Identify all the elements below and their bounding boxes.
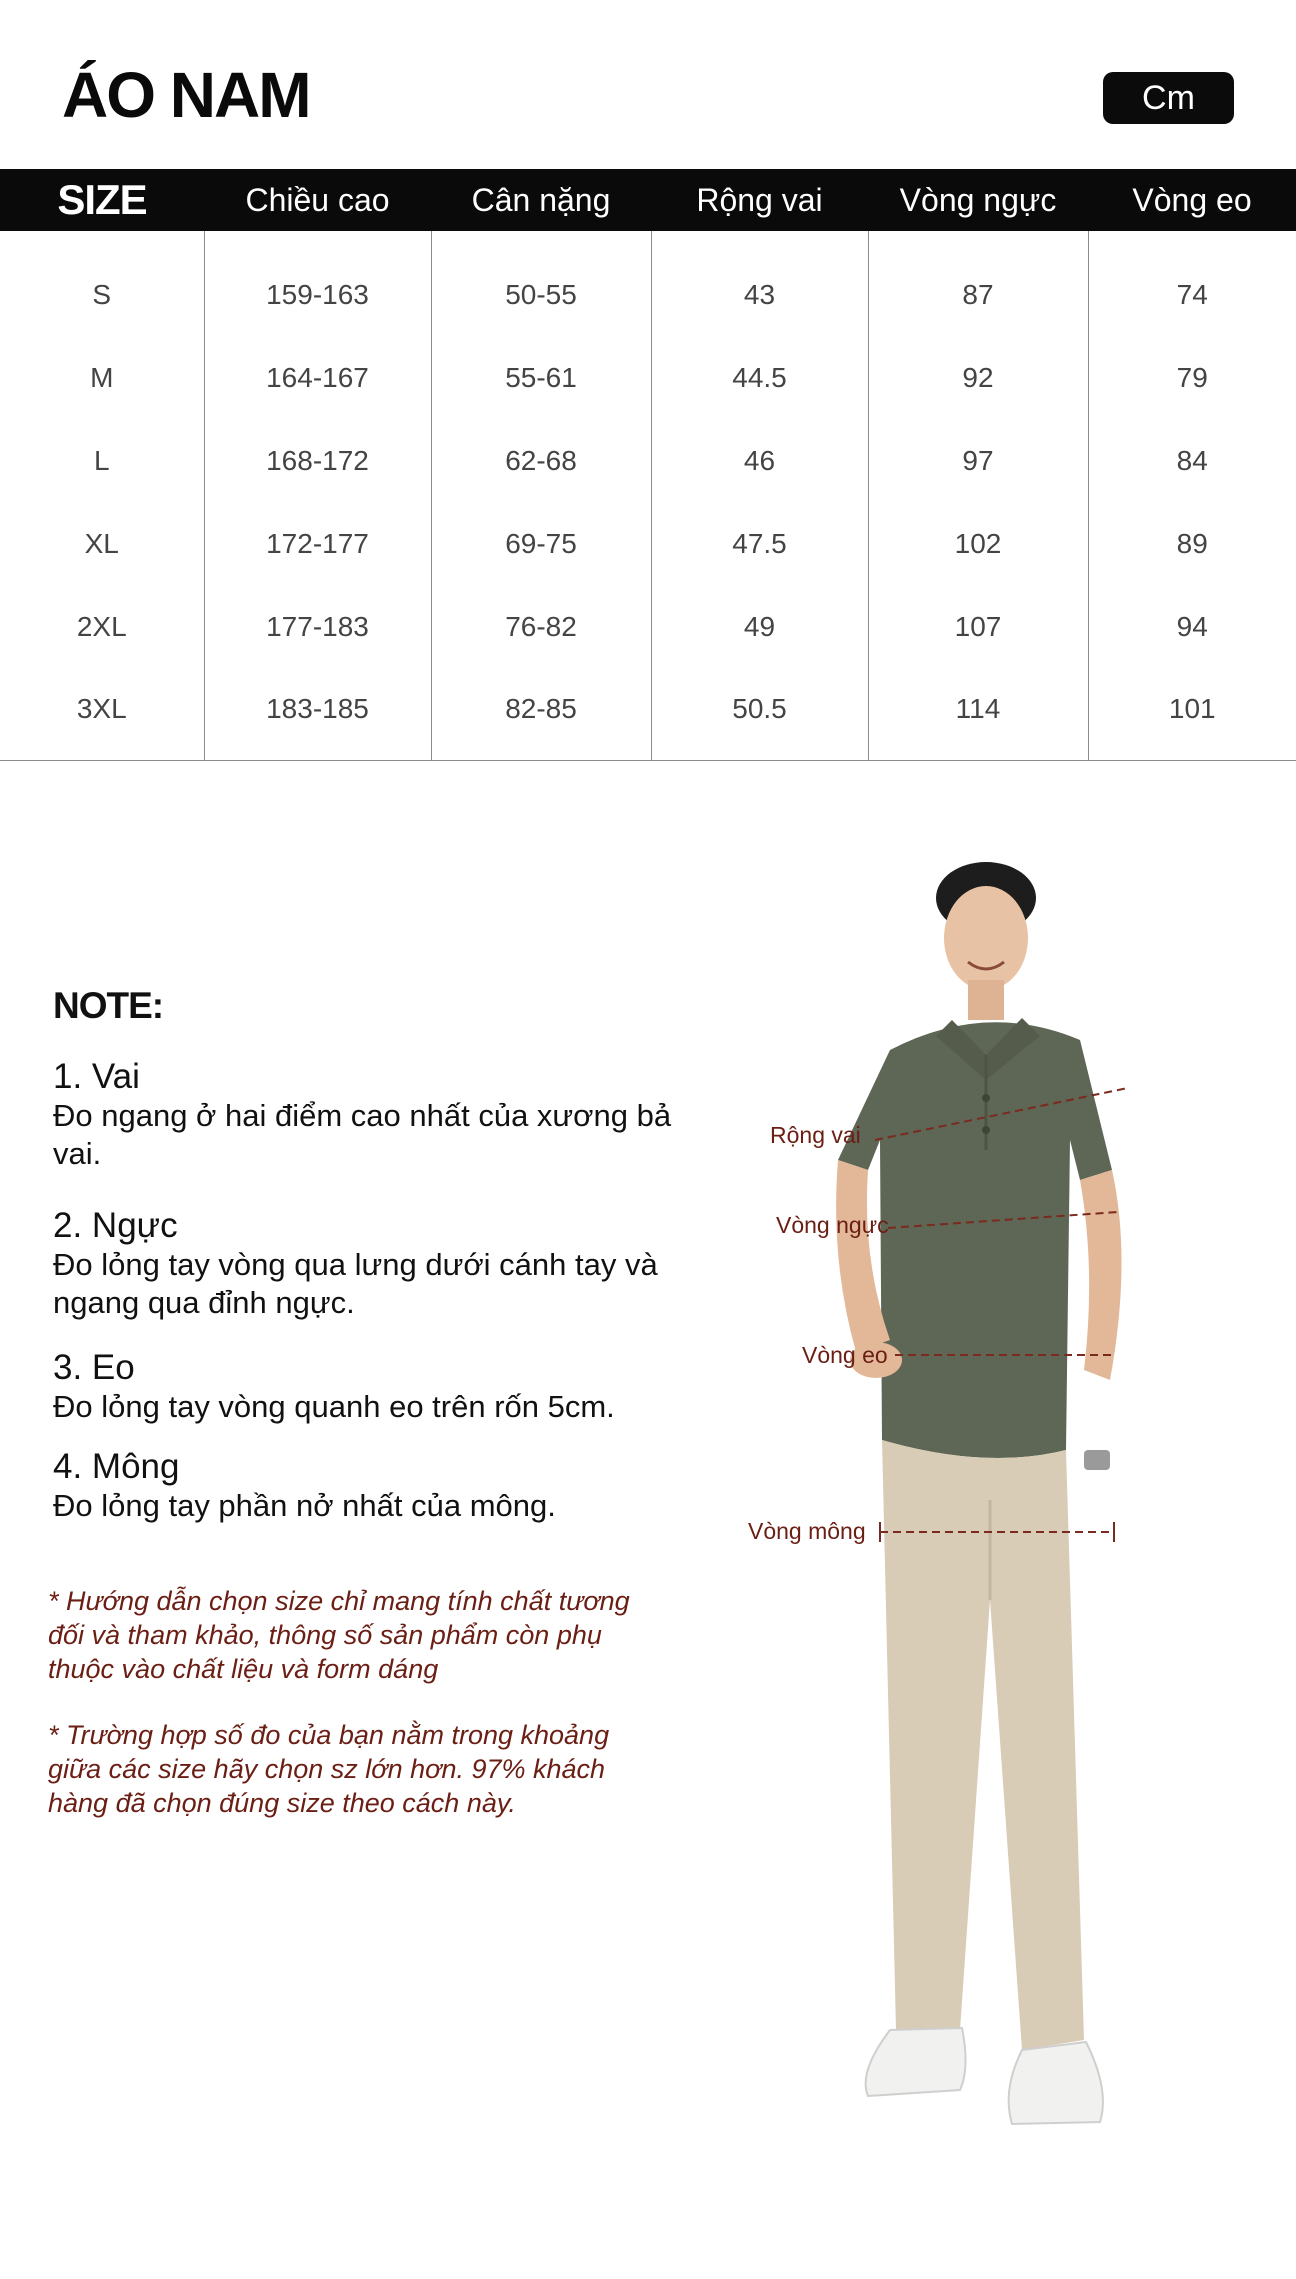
- shoulder-measure-label: Rộng vai: [770, 1122, 861, 1148]
- table-cell: 55-61: [431, 336, 651, 419]
- chest-measure-label: Vòng ngực: [776, 1212, 889, 1238]
- table-row: [0, 668, 1296, 760]
- table-cell: 87: [868, 231, 1088, 336]
- note-text: Đo ngang ở hai điểm cao nhất của xương bả vai.: [53, 1098, 672, 1171]
- table-row: [0, 231, 1296, 336]
- table-row: [0, 419, 1296, 502]
- table-cell: 164-167: [204, 336, 431, 419]
- table-row: [0, 336, 1296, 419]
- table-cell: 101: [1088, 668, 1296, 760]
- table-cell: 92: [868, 336, 1088, 419]
- table-cell: 74: [1088, 231, 1296, 336]
- hip-measure-label: Vòng mông: [748, 1518, 866, 1544]
- table-cell: 102: [868, 502, 1088, 585]
- table-cell: 2XL: [76, 610, 127, 642]
- table-cell: 62-68: [431, 419, 651, 502]
- table-cell: 94: [1088, 585, 1296, 668]
- table-cell: 43: [651, 231, 868, 336]
- table-cell: 168-172: [204, 419, 431, 502]
- table-cell: 107: [868, 585, 1088, 668]
- table-row: [0, 585, 1296, 668]
- table-cell: M: [90, 361, 114, 393]
- table-cell: 47.5: [651, 502, 868, 585]
- table-cell: 84: [1088, 419, 1296, 502]
- waist-measure-label: Vòng eo: [802, 1342, 888, 1368]
- table-row: [0, 502, 1296, 585]
- table-cell: 49: [651, 585, 868, 668]
- table-cell: 76-82: [431, 585, 651, 668]
- table-cell: XL: [84, 527, 119, 559]
- table-cell: 69-75: [431, 502, 651, 585]
- note-heading: 3. Eo: [53, 1348, 135, 1387]
- disclaimer-note: * Trường hợp số đo của bạn nằm trong khoảng giữa các size hãy chọn sz lớn hơn. 97% khách hàng đã chọn đúng size theo cách này.: [48, 1720, 610, 1818]
- model-figure: [740, 840, 1260, 2200]
- note-text: Đo lỏng tay vòng quanh eo trên rốn 5cm.: [53, 1389, 615, 1424]
- table-cell: 172-177: [204, 502, 431, 585]
- table-cell: 159-163: [204, 231, 431, 336]
- note-heading: 2. Ngực: [53, 1206, 178, 1245]
- note-text: Đo lỏng tay vòng qua lưng dưới cánh tay và ngang qua đỉnh ngực.: [53, 1247, 658, 1320]
- column-header: Cân nặng: [471, 181, 611, 218]
- table-cell: 97: [868, 419, 1088, 502]
- note-heading: 1. Vai: [53, 1057, 140, 1096]
- column-header: Vòng ngực: [899, 181, 1057, 218]
- table-cell: 82-85: [431, 668, 651, 760]
- column-header: SIZE: [57, 176, 147, 223]
- disclaimer-note: * Hướng dẫn chọn size chỉ mang tính chất tương đối và tham khảo, thông số sản phẩm còn phụ thuộc vào chất liệu và form dáng: [48, 1586, 630, 1684]
- column-header: Chiều cao: [245, 181, 390, 218]
- page-title: ÁO NAM: [62, 59, 310, 131]
- table-cell: 89: [1088, 502, 1296, 585]
- table-cell: 183-185: [204, 668, 431, 760]
- table-cell: 3XL: [76, 692, 127, 724]
- table-cell: 177-183: [204, 585, 431, 668]
- table-cell: 50.5: [651, 668, 868, 760]
- note-item-hip: [53, 1447, 693, 1525]
- note-text: Đo lỏng tay phần nở nhất của mông.: [53, 1488, 556, 1523]
- table-cell: L: [93, 444, 110, 476]
- column-header: Vòng eo: [1132, 181, 1252, 218]
- unit-badge[interactable]: Cm: [1103, 72, 1234, 124]
- table-cell: 44.5: [651, 336, 868, 419]
- note-title: NOTE:: [53, 985, 164, 1026]
- size-table: [0, 169, 1296, 761]
- table-cell: 50-55: [431, 231, 651, 336]
- column-header: Rộng vai: [696, 181, 823, 218]
- table-cell: 46: [651, 419, 868, 502]
- table-cell: 114: [868, 668, 1088, 760]
- table-cell: S: [92, 278, 112, 310]
- note-item-waist: [53, 1348, 693, 1426]
- table-header-row: [0, 169, 1296, 231]
- note-item-chest: [53, 1206, 693, 1322]
- table-cell: 79: [1088, 336, 1296, 419]
- note-item-shoulder: [53, 1057, 693, 1173]
- note-heading: 4. Mông: [53, 1447, 180, 1486]
